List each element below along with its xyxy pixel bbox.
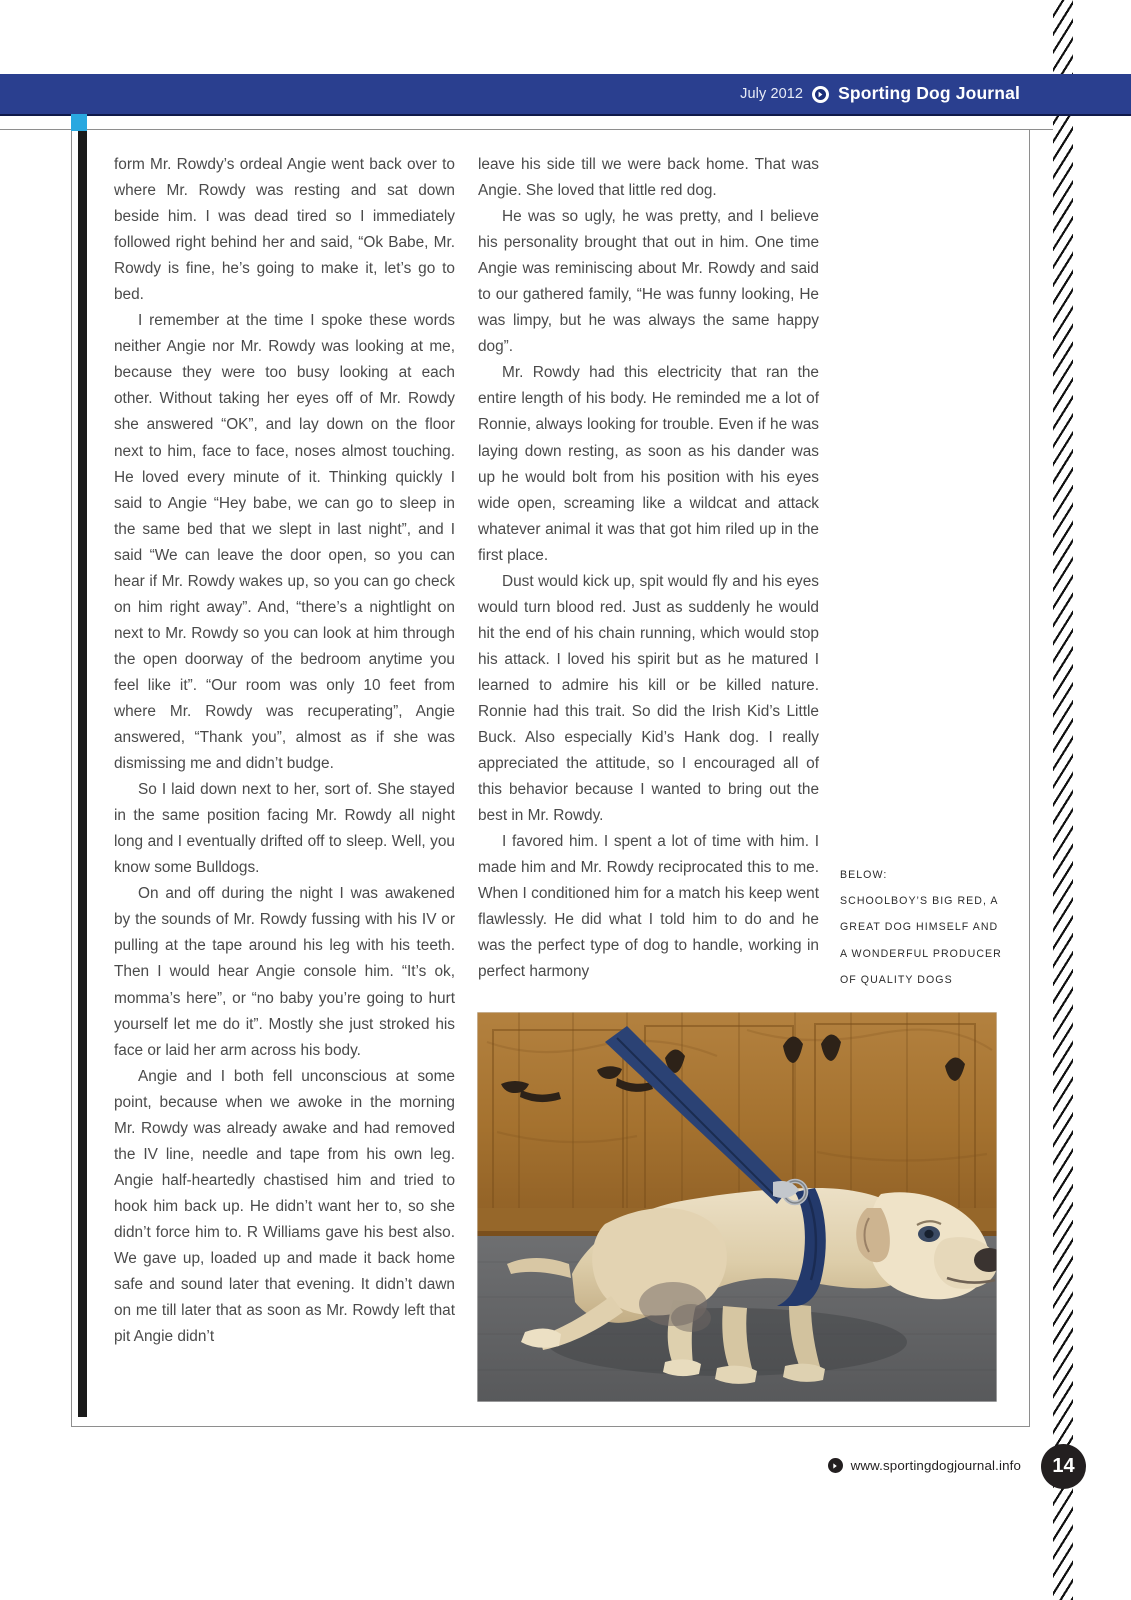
paragraph: I remember at the time I spoke these words neither Angie nor Mr. Rowdy was looking at me, because they were too busy looking at each other. Without taking her eyes off of Mr. Rowdy she answered “OK”, and lay down on the floor next to him, face to face, noses almost touching. He loved every minute of it. Thinking quickly I said to Angie “Hey babe, we can go to sleep in the same bed that we slept in last night”, and I said “We can leave the door open, so you can hear if Mr. Rowdy wakes up, so you can go check on him right away”. And, “there’s a nightlight on next to Mr. Rowdy so you can look at him through the open doorway of the bedroom anytime you feel like it”. “Our room was only 10 feet from where Mr. Rowdy was recuperating”, Angie answered, “Thank you”, almost as if she was dismissing me and didn’t budge.: [114, 312, 455, 773]
paragraph: He was so ugly, he was pretty, and I believe his personality brought that out in him. One time Angie was reminiscing about Mr. Rowdy and said to our gathered family, “He was funny looking, He was limpy, but he was always the same happy dog”.: [478, 208, 819, 356]
paragraph: Angie and I both fell unconscious at some point, because when we awoke in the morning Mr. Rowdy was already awake and had removed the IV line, needle and tape from his own leg. Angie half-heartedly chastised him and tried to hook him back up. He didn’t want her to, so she didn’t force him to. R Williams gave his best also. We gave up, loaded up and made it back home safe and sound later that evening. It didn’t dawn on me till later that as soon as Mr. Rowdy left that pit Angie didn’t: [114, 1067, 455, 1346]
caption-line: OF QUALITY DOGS: [840, 973, 953, 986]
masthead-content: [740, 85, 1131, 103]
masthead-date: July 2012: [740, 85, 804, 102]
paragraph: So I laid down next to her, sort of. She stayed in the same position facing Mr. Rowdy all night long and I eventually drifted off to sleep. Well, you know some Bulldogs.: [114, 781, 455, 877]
website-link[interactable]: [828, 1458, 1021, 1473]
paragraph: I favored him. I spent a lot of time with him. I made him and Mr. Rowdy reciprocated this to me. When I conditioned him for a match his keep went flawlessly. He did what I told him to do and he was the perfect type of dog to handle, working in perfect harmony: [478, 833, 819, 981]
header-rule: [0, 129, 1060, 130]
left-edge-bar: [78, 130, 87, 1417]
masthead-title: Sporting Dog Journal: [838, 83, 1020, 104]
paragraph: Mr. Rowdy had this electricity that ran the entire length of his body. He reminded me a lot of Ronnie, always looking for trouble. Even if he was laying down resting, as soon as his dander was up he would bolt from his position with his eyes wide open, screaming like a wildcat and attack whatever animal it was that got him riled up in the first place.: [478, 364, 819, 564]
paragraph: Dust would kick up, spit would fly and his eyes would turn blood red. Just as suddenly he would hit the end of his chain running, which would stop his attack. I loved his spirit but as he matured I learned to admire his kill or be killed nature. Ronnie had this trait. So did the Irish Kid’s Little Buck. Also especially Kid’s Hank dog. I really appreciated the attitude, so I encouraged all of this behavior because I wanted to bring out the best in Mr. Rowdy.: [478, 572, 819, 825]
article-column-right: [478, 152, 819, 986]
page-number-badge: 14: [1041, 1444, 1086, 1489]
chevron-right-icon: [828, 1458, 843, 1473]
caption-line: SCHOOLBOY’S BIG RED, A: [840, 895, 999, 908]
caption-line: GREAT DOG HIMSELF AND: [840, 921, 999, 934]
article-column-left: [114, 152, 455, 1350]
photo-caption: [840, 862, 1010, 993]
paragraph: form Mr. Rowdy’s ordeal Angie went back over to where Mr. Rowdy was resting and sat down beside him. I was dead tired so I immediately followed right behind her and said, “Ok Babe, Mr. Rowdy is fine, he’s going to make it, let’s go to bed.: [114, 156, 455, 304]
dog-photograph: [477, 1012, 997, 1402]
paragraph: leave his side till we were back home. That was Angie. She loved that little red dog.: [478, 156, 819, 200]
website-url-text: www.sportingdogjournal.info: [850, 1457, 1021, 1473]
paragraph: On and off during the night I was awakened by the sounds of Mr. Rowdy fussing with his IV or pulling at the tape around his leg with his teeth. Then I would hear Angie console him. “It’s ok, momma’s here”, or “no baby you’re going to hurt yourself let me do it”. Mostly she just stroked his face or laid her arm across his body.: [114, 885, 455, 1059]
masthead-banner: [0, 74, 1131, 116]
caption-line: A WONDERFUL PRODUCER: [840, 947, 1002, 960]
edge-hatch-decoration: [1053, 0, 1073, 1600]
accent-tab: [71, 114, 87, 131]
chevron-right-icon: [812, 86, 829, 103]
page-footer: [0, 1448, 1131, 1508]
caption-line: BELOW:: [840, 869, 888, 881]
